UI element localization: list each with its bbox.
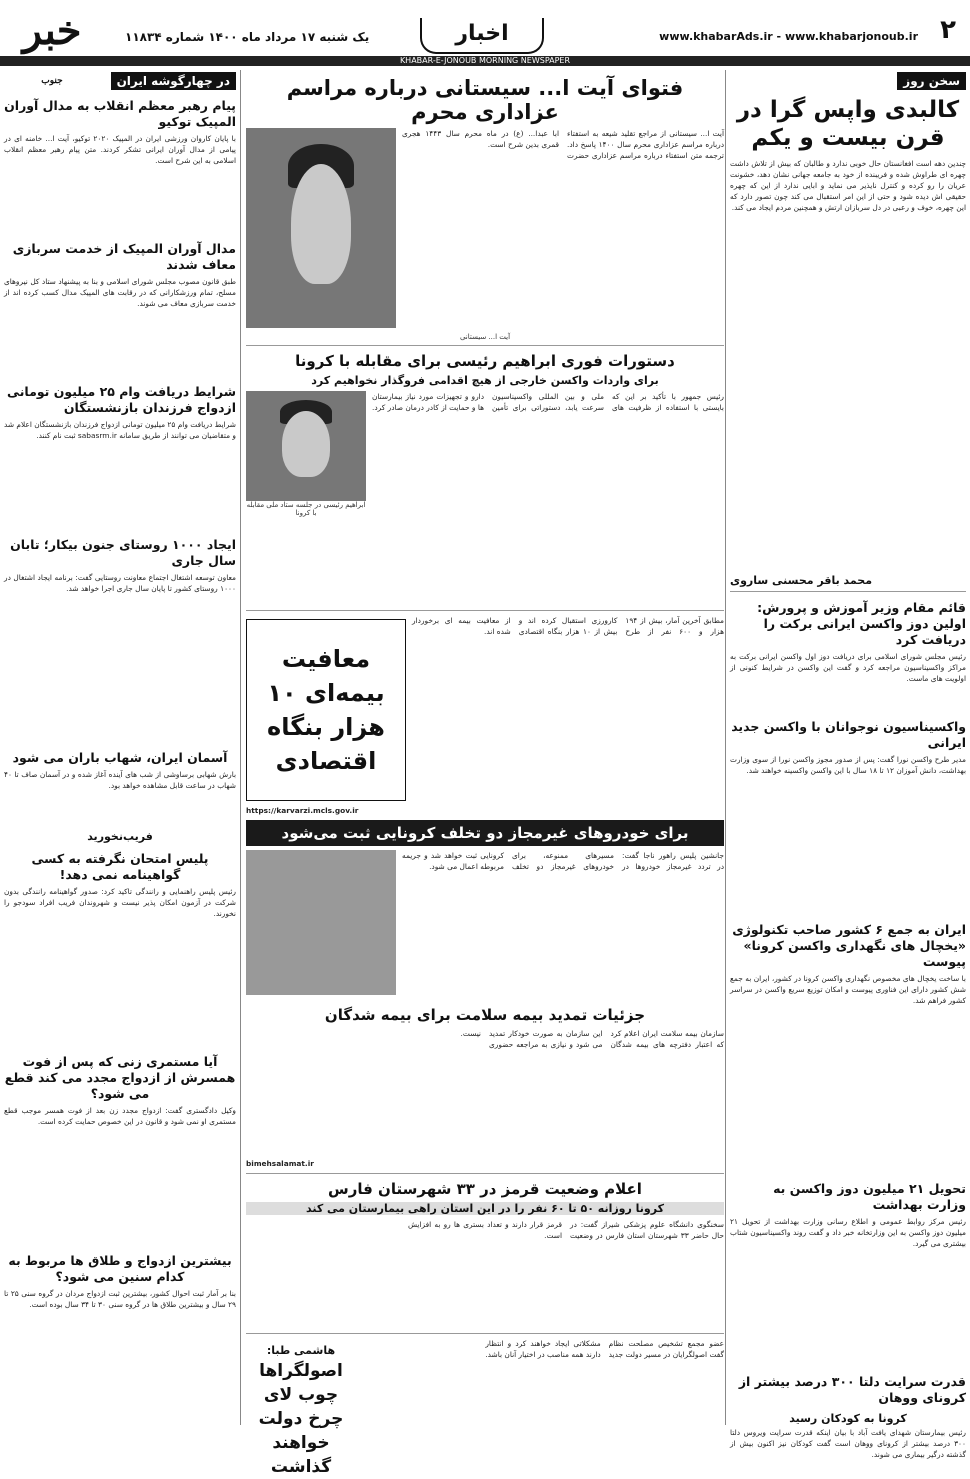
editorial-body: چندین دهه است افغانستان حال خوبی ندارد و طالبان که بیش از تلاش داشت چهره ای طراوش شده و فریبنده از خود به جامعه جهانی نشان دهد، خشونت عریان را رو کرده و کنترل نایذیر می نماید و ابایی ندارد از این که چهره حقیقی اش دیده شود و حتی از این امر استقبال می کند چون تصور دارد که این چهره، خوف و رعبی در دل سربازان ارتش و همچنین مردم ایجاد می کند. xyxy=(730,159,966,212)
left-column xyxy=(4,70,241,1425)
fars-body: سخنگوی دانشگاه علوم پزشکی شیراز گفت: در حال حاضر ۳۳ شهرستان استان فارس در وضعیت قرمز قرار دارند و تعداد بستری ها رو به افزایش است. xyxy=(408,1220,724,1240)
raisi-caption: ابراهیم رئیسی در جلسه ستاد ملی مقابله با کرونا xyxy=(246,501,366,517)
raisi-subhead: برای واردات واکسن خارجی از هیچ اقدامی فروگذار نخواهیم کرد xyxy=(311,374,659,387)
headline-pension: آیا مستمری زنی که پس از فوت همسرش از ازدواج مجدد می کند قطع می شود؟ xyxy=(4,1054,236,1101)
body-pension: وکیل دادگستری گفت: ازدواج مجدد زن بعد از فوت همسر موجب قطع مستمری او نمی شود و قانون در این خصوص حمایت کرده است. xyxy=(4,1106,236,1126)
body-vaccine-fridge: با ساخت یخچال های مخصوص نگهداری واکسن کرونا در کشور، ایران به جمع شش کشور دارای این فناوری پیوست و امکان توزیع سریع واکسن در سراسر کشور فراهم شد. xyxy=(730,974,966,1005)
editorial-title: کالبدی واپس گرا در قرن بیست و یکم xyxy=(736,97,960,151)
body-military-exempt: طبق قانون مصوب مجلس شورای اسلامی و بنا به پیشنهاد ستاد کل نیروهای مسلح، تمام ورزشکارانی که در رقابت های المپیک مدال کسب کرده اند از خدمت سربازی معاف می شوند. xyxy=(4,277,236,308)
logo-sub: جنوب xyxy=(41,76,63,86)
sistani-caption: آیت ا... سیستانی xyxy=(459,333,511,341)
headline-village-jobs: ایجاد ۱۰۰۰ روستای جنون بیکار؛ تابان سال جاری xyxy=(10,537,236,568)
page-number: ۲ xyxy=(940,15,956,45)
body-vaccine-barakat: رئیس مجلس شورای اسلامی برای دریافت دوز اول واکسن ایرانی برکت به مراکز واکسیناسیون مراجعه کرد و گفت این واکسن در شرایط کنونی از اولویت های ماست. xyxy=(730,652,966,683)
raisi-story xyxy=(246,391,724,606)
insurance-story xyxy=(246,615,724,805)
editorial-kicker: سخن روز xyxy=(897,72,966,90)
health-body: سازمان بیمه سلامت ایران اعلام کرد که اعتبار دفترچه های بیمه شدگان این سازمان به صورت خودکار تمدید می شود و نیازی به مراجعه حضوری نیست. xyxy=(460,1029,724,1049)
body-village-jobs: معاون توسعه اشتغال اجتماع معاونت روستایی گفت: برنامه ایجاد اشتغال در ۱۰۰۰ روستای کشور تا پایان سال جاری اجرا خواهد شد. xyxy=(4,573,236,593)
middle-column xyxy=(246,70,724,1477)
subhead-delta: کرونا به کودکان رسید xyxy=(789,1412,907,1425)
headline-marriage-ages: بیشترین ازدواج و طلاق ها مربوط به کدام سنین می شود؟ xyxy=(8,1253,232,1284)
body-license: رئیس پلیس راهنمایی و رانندگی تاکید کرد: صدور گواهینامه رانندگی بدون شرکت در آزمون امکان پذیر نیست و شهروندان فریب افراد سودجو را نخورند. xyxy=(4,887,236,918)
headline-military-exempt: مدال آوران المپیک از خدمت سربازی معاف شدند xyxy=(12,241,236,272)
divider xyxy=(246,345,724,346)
health-headline: جزئیات تمدید بیمه سلامت برای بیمه شدگان xyxy=(324,1006,646,1024)
hashemi-story xyxy=(246,1338,724,1477)
headline-teen-vaccination: واکسیناسیون نوجوانان با واکسن جدید ایرانی xyxy=(731,719,966,750)
headline-marriage-loan: شرایط دریافت وام ۲۵ میلیون تومانی ازدواج فرزندان بازنشستگان xyxy=(7,384,236,415)
divider xyxy=(246,1333,724,1334)
raisi-headline: دستورات فوری ابراهیم رئیسی برای مقابله با کرونا xyxy=(295,352,675,370)
body-meteor: بارش شهابی برساوشی از شب های آینده آغاز شده و در آسمان صاف تا ۴۰ شهاب در ساعت قابل مشاهده خواهد بود. xyxy=(4,770,236,790)
provinces-kicker: در چهارگوشه ایران xyxy=(111,72,236,90)
newspaper-logo xyxy=(6,6,98,86)
photo-face xyxy=(291,164,351,284)
headline-delta: قدرت سرایت دلتا ۳۰۰ درصد بیشتر از کرونای ووهان xyxy=(738,1374,966,1405)
body-21m-doses: رئیس مرکز روابط عمومی و اطلاع رسانی وزارت بهداشت از تحویل ۲۱ میلیون دوز واکسن به این وزارتخانه خبر داد و گفت روند واکسیناسیون شتاب بیشتری می گیرد. xyxy=(730,1217,966,1248)
fars-headline: اعلام وضعیت قرمز در ۳۳ شهرستان فارس xyxy=(328,1180,642,1198)
sistani-photo xyxy=(246,128,396,328)
raisi-body: رئیس جمهور با تأکید بر این که بایستی با استفاده از ظرفیت های ملی و بین المللی واکسیناسیون سرعت یابد، دستوراتی برای تأمین دارو و تجهیزات مورد نیاز بیمارستان ها و حمایت از کادر درمان صادر کرد. xyxy=(372,392,724,412)
photo-face xyxy=(282,411,330,477)
hashemi-label: هاشمی طبا: xyxy=(266,1344,336,1357)
raisi-figure xyxy=(246,391,366,606)
hashemi-headline-box xyxy=(246,1338,356,1477)
divider xyxy=(246,1173,724,1174)
divider xyxy=(246,610,724,611)
editorial-author: محمد باقر محسنی ساروی xyxy=(730,574,873,587)
headline-vaccine-barakat: قائم مقام وزیر آموزش و پرورش: اولین دوز واکسن ایرانی برکت را دریافت کرد xyxy=(757,600,966,647)
insurance-link[interactable]: https://karvarzi.mcls.gov.ir xyxy=(246,806,359,815)
section-title: اخبار xyxy=(420,18,544,54)
right-column xyxy=(725,70,966,1459)
kicker-no-fraud: فریب‌نخورید xyxy=(87,830,153,843)
sistani-headline: فتوای آیت ا... سیستانی درباره مراسم عزاداری محرم xyxy=(286,76,684,124)
headline-license: پلیس امتحان نگرفته به کسی گواهینامه نمی دهد! xyxy=(31,851,209,882)
logo-text: خبر xyxy=(22,7,82,54)
body-marriage-ages: بنا بر آمار ثبت احوال کشور، بیشترین ثبت ازدواج مردان در گروه سنی ۲۵ تا ۲۹ سال و بیشترین طلاق ها در گروه سنی ۳۰ تا ۳۴ سال بوده است. xyxy=(4,1289,236,1309)
sistani-story xyxy=(246,128,724,333)
fars-subhead: کرونا روزانه ۵۰ تا ۶۰ نفر را در این استان راهی بیمارستان می کند xyxy=(246,1202,724,1215)
site-url[interactable]: www.khabarAds.ir - www.khabarjonoub.ir xyxy=(659,30,918,43)
dateline: یک شنبه ۱۷ مرداد ماه ۱۴۰۰ شماره ۱۱۸۳۴ xyxy=(125,30,370,44)
car-photo xyxy=(246,850,396,995)
body-leader-message: با پایان کاروان ورزشی ایران در المپیک ۲۰۲۰ توکیو، آیت ا... خامنه ای در پیامی از مدال آوران ایرانی تشکر کردند. متن پیام رهبر معظم انقلاب اسلامی به این شرح است. xyxy=(4,134,236,165)
cars-story xyxy=(246,850,724,1000)
headline-leader-message: پیام رهبر معظم انقلاب به مدال آوران المپیک توکیو xyxy=(4,98,236,129)
headline-21m-doses: تحویل ۲۱ میلیون دوز واکسن به وزارت بهداشت xyxy=(773,1181,966,1212)
insurance-body: مطابق آخرین آمار، بیش از ۱۹۴ هزار و ۶۰۰ نفر از طرح کارورزی استقبال کرده اند و بیش از ۱۰ هزار بنگاه اقتصادی از معافیت بیمه ای برخوردار شده اند. xyxy=(412,616,724,636)
body-teen-vaccination: مدیر طرح واکسن نورا گفت: پس از صدور مجوز واکسن نورا از سوی وزارت بهداشت، دانش آموزان ۱۲ تا ۱۸ سال با این واکسن واکسینه خواهند شد. xyxy=(730,755,966,775)
english-ribbon: KHABAR-E-JONOUB MORNING NEWSPAPER xyxy=(0,56,970,66)
divider xyxy=(730,591,966,592)
headline-meteor: آسمان ایران، شهاب باران می شود xyxy=(12,750,228,765)
hashemi-body: عضو مجمع تشخیص مصلحت نظام گفت اصولگرایان در مسیر دولت جدید مشکلاتی ایجاد خواهند کرد و انتظار دارند همه مناصب در اختیار آنان باشد. xyxy=(485,1339,724,1359)
body-delta: رئیس بیمارستان شهدای یافت آباد با بیان اینکه قدرت سرایت ویروس دلتا ۳۰۰ درصد بیشتر از کرونای ووهان است گفت کودکان نیز اکنون بیش از گذشته درگیر بیماری می شوند. xyxy=(730,1428,966,1459)
cars-body: جانشین پلیس راهور ناجا گفت: در تردد غیرمجاز خودروها در مسیرهای ممنوعه، برای خودروهای غیرمجاز دو تخلف کرونایی ثبت خواهد شد و جریمه مربوطه اعمال می شود. xyxy=(402,851,724,871)
body-marriage-loan: شرایط دریافت وام ۲۵ میلیون تومانی ازدواج فرزندان بازنشستگان اعلام شد و متقاضیان می توانند از طریق سامانه sabasrm.ir ثبت نام کنند. xyxy=(4,420,236,440)
hashemi-headline: اصولگراها چوب لای چرخ دولت خواهند گذاشت xyxy=(258,1361,344,1477)
sistani-body: آیت ا... سیستانی از مراجع تقلید شیعه به استفتاء درباره مراسم عزاداری محرم سال ۱۴۰۰ پاسخ داد. ترجمه متن استفتاء درباره مراسم عزاداری حضرت ابا عبدا... (ع) در ماه محرم سال ۱۴۴۳ هجری قمری بدین شرح است. xyxy=(402,129,724,160)
raisi-photo xyxy=(246,391,366,501)
insurance-pullquote-box xyxy=(246,619,406,801)
health-site[interactable]: bimehsalamat.ir xyxy=(246,1159,314,1168)
cars-headline: برای خودروهای غیرمجاز دو تخلف کرونایی ثبت می‌شود xyxy=(246,820,724,846)
insurance-pullquote: معافیت بیمه‌ای ۱۰ هزار بنگاه اقتصادی xyxy=(267,645,385,775)
headline-vaccine-fridge: ایران به جمع ۶ کشور صاحب تکنولوژی «یخچال های نگهداری واکسن کرونا» پیوست xyxy=(732,922,966,969)
